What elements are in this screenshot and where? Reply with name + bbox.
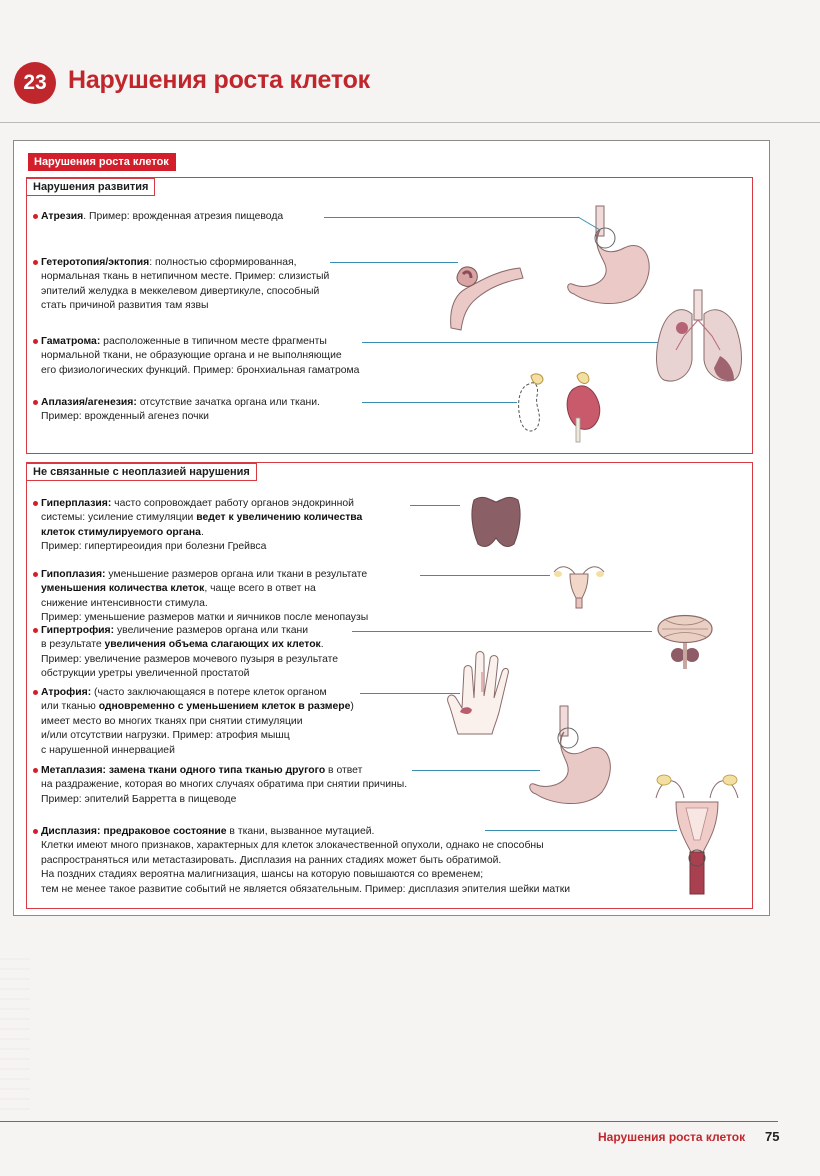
text: Пример: эпителий Барретта в пищеводе [41, 793, 237, 805]
text-hamartoma-line: нормальной ткани, не образующие органа и не выполняющие [41, 350, 342, 362]
text-hamartoma: расположенные в типичном месте фрагменты [100, 336, 327, 347]
text-heterotopia-line: нормальная ткань в нетипичном месте. Пример: слизистый [41, 271, 330, 283]
text: в результате [41, 639, 105, 651]
text: (часто заключающаяся в потере клеток органом [91, 687, 327, 698]
text: , чаще всего в ответ на [204, 583, 316, 595]
leader-line [410, 505, 460, 506]
bullet-icon [33, 829, 38, 834]
bullet-icon [33, 339, 38, 344]
text-atresia: . Пример: врожденная атрезия пищевода [83, 211, 284, 222]
term-heterotopia: Гетеротопия/эктопия [41, 257, 150, 268]
section-developmental-title: Нарушения развития [27, 178, 155, 196]
emphasis: увеличения объема слагающих их клеток [104, 639, 321, 651]
text: распространяться или метастазировать. Дисплазия на ранних стадиях может быть обратимой. [41, 854, 502, 866]
text: Клетки имеют много признаков, характерных для клеток злокачественной опухоли, однако не способны [41, 840, 544, 852]
bladder-icon [652, 605, 718, 671]
uterus-cervix-icon [650, 768, 744, 898]
intestine-diverticulum-icon [445, 258, 525, 333]
leader-line [352, 631, 652, 632]
chapter-number-badge: 23 [14, 62, 56, 104]
header-divider [0, 122, 820, 123]
text: Пример: уменьшение размеров матки и яичников после менопаузы [41, 612, 369, 624]
bullet-icon [33, 768, 38, 773]
text: имеет место во многих тканях при снятии стимуляции [41, 715, 303, 727]
stomach-metaplasia-icon [520, 702, 620, 812]
text: часто сопровождает работу органов эндокринной [111, 498, 354, 509]
entry-hyperplasia [41, 497, 362, 555]
term-hypoplasia: Гипоплазия: [41, 569, 106, 580]
hand-icon [444, 642, 514, 738]
panel-title-tag: Нарушения роста клеток [28, 153, 176, 171]
bullet-icon [33, 214, 38, 219]
term-metaplasia: Метаплазия: замена ткани одного типа тканью другого [41, 765, 326, 776]
text: ) [350, 701, 354, 713]
text: . [320, 639, 324, 651]
entry-hamartoma [41, 335, 359, 378]
text-heterotopia: : полностью сформированная, [149, 257, 297, 268]
bullet-icon [33, 400, 38, 405]
entry-atresia [41, 210, 283, 224]
text: тем не менее такое развитие событий не является обязательным. Пример: дисплазия эпителия шейки матки [41, 883, 571, 895]
text-aplasia: отсутствие зачатка органа или ткани. [136, 397, 320, 408]
leader-line [362, 342, 672, 343]
text: в ответ [325, 765, 363, 776]
leader-line [330, 262, 458, 263]
term-atresia: Атрезия [41, 211, 84, 222]
text: или тканью [41, 701, 99, 713]
entry-hypertrophy [41, 624, 338, 682]
text-aplasia-line: Пример: врожденный агенез почки [41, 411, 209, 423]
bullet-icon [33, 690, 38, 695]
footer-divider [0, 1121, 778, 1122]
entry-metaplasia [41, 764, 407, 807]
text: и/или отсутствии нагрузки. Пример: атрофия мышц [41, 730, 290, 742]
page-title: Нарушения роста клеток [68, 66, 370, 94]
bullet-icon [33, 260, 38, 265]
leader-line [485, 830, 677, 831]
footer-section-title: Нарушения роста клеток [598, 1130, 746, 1144]
term-hyperplasia: Гиперплазия: [41, 498, 112, 509]
term-dysplasia: Дисплазия: предраковое состояние [41, 826, 227, 837]
emphasis: ведет к увеличению количества [196, 512, 363, 524]
bullet-icon [33, 628, 38, 633]
text: . [200, 526, 204, 538]
entry-dysplasia [41, 825, 570, 897]
text: в ткани, вызванное мутацией. [226, 826, 375, 837]
entry-hypoplasia [41, 568, 368, 626]
term-hypertrophy: Гипертрофия: [41, 625, 115, 636]
page-number: 75 [765, 1129, 780, 1144]
text: увеличение размеров органа или ткани [114, 625, 309, 636]
leader-line [362, 402, 517, 403]
emphasis: уменьшения количества клеток [41, 583, 205, 595]
uterus-small-icon [548, 558, 610, 610]
text: обструкции уретры увеличенной простатой [41, 668, 250, 680]
leader-line [420, 575, 550, 576]
term-hamartoma: Гаматрома: [41, 336, 101, 347]
text: снижение интенсивности стимула. [41, 597, 208, 609]
text: На поздних стадиях вероятна малигнизация, шансы на которую повышаются со временем; [41, 869, 484, 881]
text-heterotopia-line: эпителий желудка в меккелевом дивертикуле, способный [41, 285, 320, 297]
emphasis: одновременно с уменьшением клеток в размере [98, 701, 351, 713]
text-heterotopia-line: стать причиной развития там язвы [41, 300, 209, 312]
text: Пример: увеличение размеров мочевого пузыря в результате [41, 653, 339, 665]
text: Пример: гипертиреоидия при болезни Грейвса [41, 541, 267, 553]
text: системы: усиление стимуляции [41, 512, 197, 524]
entry-atrophy [41, 686, 354, 758]
text: уменьшение размеров органа или ткани в результате [105, 569, 368, 580]
leader-line [324, 217, 579, 218]
text: на раздражение, которая во многих случаях обратима при снятии причины. [41, 779, 408, 791]
text-hamartoma-line: его физиологических функций. Пример: бронхиальная гаматрома [41, 364, 360, 376]
stomach-icon [560, 200, 660, 315]
emphasis: клеток стимулируемого органа [41, 526, 201, 538]
entry-heterotopia [41, 256, 329, 314]
entry-aplasia [41, 396, 320, 425]
bullet-icon [33, 501, 38, 506]
section-non-neoplastic-title: Не связанные с неоплазией нарушения [27, 463, 257, 481]
term-atrophy: Атрофия: [41, 687, 92, 698]
kidney-icon [515, 370, 615, 442]
ghost-text-left [0, 950, 30, 1110]
thyroid-icon [468, 492, 524, 552]
text: с нарушенной иннервацией [41, 744, 175, 756]
term-aplasia: Аплазия/агенезия: [41, 397, 137, 408]
lungs-icon [654, 290, 742, 384]
bullet-icon [33, 572, 38, 577]
